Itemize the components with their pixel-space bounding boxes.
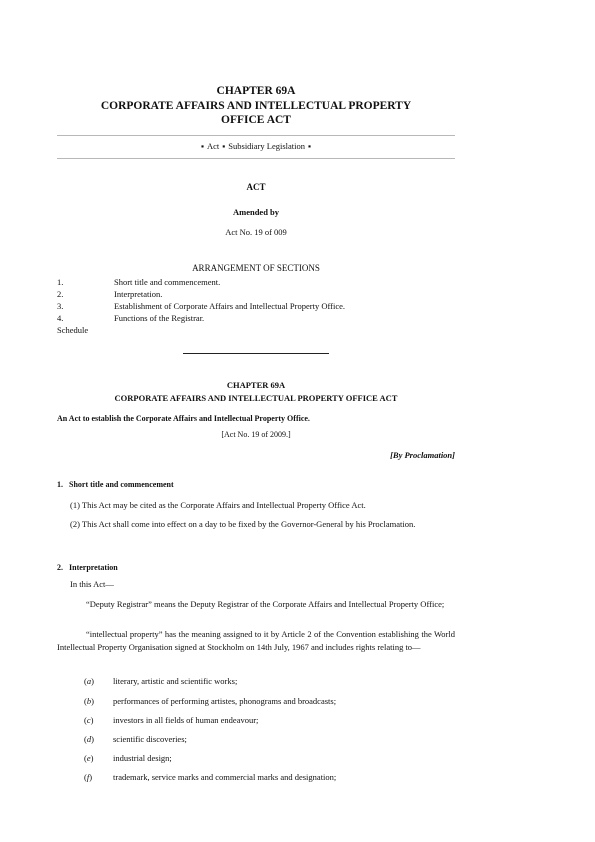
document-title (57, 84, 455, 128)
definition: “intellectual property” has the meaning assigned to it by Article 2 of the Convention establishing the World Intellectual Property Organisation signed at Stockholm on 14th July, 1967 and includes rights relating to— (57, 629, 455, 652)
list-item-text: performances of performing artistes, phonograms and broadcasts; (113, 696, 337, 706)
paragraph: (2) This Act shall come into effect on a day to be fixed by the Governor-General by his Proclamation. (70, 519, 416, 529)
list-item-text: industrial design; (113, 753, 172, 763)
section-number: 2. (57, 289, 64, 299)
act-link[interactable]: Act (206, 141, 220, 151)
amended-by-label: Amended by (232, 207, 280, 217)
list-item-label: (c) (84, 715, 94, 725)
list-item-label: (a) (84, 676, 94, 686)
commencement-note: [By Proclamation] (390, 450, 455, 460)
section-heading (57, 480, 174, 489)
schedule-label: Schedule (57, 325, 89, 335)
section-heading-text: Short title and commencement (69, 480, 174, 489)
section-heading-text: Interpretation (69, 563, 118, 572)
section-number: 4. (57, 313, 64, 323)
act-heading: ACT (246, 182, 266, 192)
section-divider (183, 353, 329, 354)
paragraph: (1) This Act may be cited as the Corporate Affairs and Intellectual Property Office Act. (70, 500, 366, 510)
title-line-1: CORPORATE AFFAIRS AND INTELLECTUAL PROPERTY (100, 99, 412, 112)
section-title: Functions of the Registrar. (114, 313, 205, 323)
section-number: 1. (57, 277, 64, 287)
list-item-label: (f) (84, 772, 93, 782)
section-heading (57, 563, 118, 572)
section-heading-number: 2. (57, 563, 63, 572)
section-heading-number: 1. (57, 480, 63, 489)
list-item-text: scientific discoveries; (113, 734, 187, 744)
chapter-number: CHAPTER 69A (216, 85, 296, 97)
amendment-reference: Act No. 19 of 009 (225, 227, 287, 237)
paragraph: In this Act— (70, 579, 114, 589)
section-title: Short title and commencement. (114, 277, 221, 287)
list-item-label: (d) (84, 734, 94, 744)
nav-bullet-2: ▪ (222, 141, 226, 151)
body-act-title: CORPORATE AFFAIRS AND INTELLECTUAL PROPERTY OFFICE ACT (114, 393, 398, 403)
subsidiary-legislation-link[interactable]: Subsidiary Legislation (228, 141, 306, 151)
list-item-text: trademark, service marks and commercial marks and designation; (113, 772, 337, 782)
divider-bottom (57, 158, 455, 159)
arrangement-heading: ARRANGEMENT OF SECTIONS (192, 263, 320, 273)
nav-bullet-3: ▪ (308, 141, 312, 151)
list-item-text: literary, artistic and scientific works; (113, 676, 238, 686)
list-item-label: (e) (84, 753, 94, 763)
long-title: An Act to establish the Corporate Affairs and Intellectual Property Office. (57, 414, 310, 423)
act-reference: [Act No. 19 of 2009.] (221, 430, 291, 439)
section-nav (57, 141, 455, 151)
divider-top (57, 135, 455, 136)
body-chapter-number: CHAPTER 69A (226, 380, 286, 390)
section-number: 3. (57, 301, 64, 311)
section-title: Interpretation. (114, 289, 163, 299)
title-line-2: OFFICE ACT (221, 114, 291, 126)
section-title: Establishment of Corporate Affairs and Intellectual Property Office. (114, 301, 346, 311)
list-item-text: investors in all fields of human endeavour; (113, 715, 259, 725)
body-title (57, 379, 455, 405)
nav-bullet-1: ▪ (200, 141, 204, 151)
list-item-label: (b) (84, 696, 94, 706)
definition: “Deputy Registrar” means the Deputy Registrar of the Corporate Affairs and Intellectual Property Office; (86, 599, 445, 609)
